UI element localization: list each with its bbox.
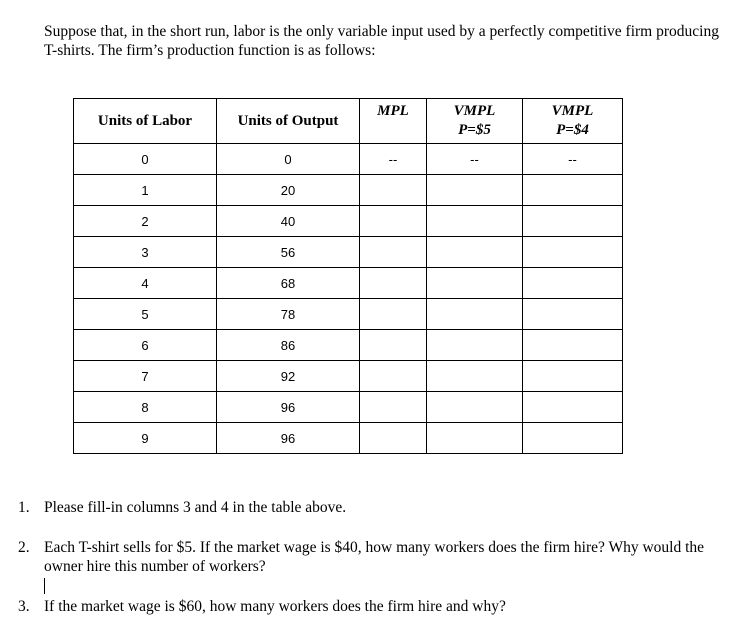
problem-intro: Suppose that, in the short run, labor is the only variable input used by a perfectly competitive firm producing T-shirts. The firm’s production function is as follows: xyxy=(44,23,719,59)
header-units-of-labor: Units of Labor xyxy=(74,99,217,144)
header-mpl: MPL xyxy=(360,99,427,144)
cell-labor: 8 xyxy=(74,392,217,423)
cell-labor: 7 xyxy=(74,361,217,392)
cell-vmpl-p5[interactable] xyxy=(427,206,523,237)
cell-labor: 9 xyxy=(74,423,217,454)
cell-vmpl-p4[interactable] xyxy=(523,392,623,423)
cell-output: 40 xyxy=(217,206,360,237)
cell-mpl[interactable] xyxy=(360,299,427,330)
cell-mpl[interactable] xyxy=(360,392,427,423)
cell-output: 96 xyxy=(217,423,360,454)
question-list xyxy=(18,498,728,616)
table-row xyxy=(74,299,623,330)
question-1-text: Please fill-in columns 3 and 4 in the table above. xyxy=(44,499,347,516)
cell-vmpl-p5[interactable] xyxy=(427,392,523,423)
question-2-number: 2. xyxy=(18,539,30,556)
cell-labor: 5 xyxy=(74,299,217,330)
header-vmpl-p4-line1: VMPL xyxy=(551,103,594,119)
cell-output: 68 xyxy=(217,268,360,299)
cell-mpl[interactable] xyxy=(360,423,427,454)
cell-vmpl-p4[interactable] xyxy=(523,423,623,454)
cell-vmpl-p4[interactable]: -- xyxy=(523,144,623,175)
cell-mpl[interactable] xyxy=(360,206,427,237)
cell-output: 96 xyxy=(217,392,360,423)
cell-output: 0 xyxy=(217,144,360,175)
header-vmpl-p5-line1: VMPL xyxy=(453,103,496,119)
cell-vmpl-p5[interactable] xyxy=(427,175,523,206)
cell-vmpl-p4[interactable] xyxy=(523,175,623,206)
header-units-of-output: Units of Output xyxy=(217,99,360,144)
cell-mpl[interactable] xyxy=(360,175,427,206)
cell-output: 20 xyxy=(217,175,360,206)
question-2 xyxy=(18,538,728,576)
header-vmpl-p4 xyxy=(523,99,623,144)
cell-mpl[interactable] xyxy=(360,237,427,268)
table-row xyxy=(74,361,623,392)
cell-labor: 4 xyxy=(74,268,217,299)
cell-output: 92 xyxy=(217,361,360,392)
cell-mpl[interactable] xyxy=(360,268,427,299)
cell-output: 56 xyxy=(217,237,360,268)
header-vmpl-p4-line2: P=$4 xyxy=(556,122,589,138)
cell-vmpl-p4[interactable] xyxy=(523,268,623,299)
cell-vmpl-p4[interactable] xyxy=(523,206,623,237)
question-3-text: If the market wage is $60, how many workers does the firm hire and why? xyxy=(44,598,506,615)
cell-labor: 6 xyxy=(74,330,217,361)
table-row xyxy=(74,175,623,206)
cell-vmpl-p4[interactable] xyxy=(523,361,623,392)
question-2-text: Each T-shirt sells for $5. If the market wage is $40, how many workers does the firm hire? Why would the owner hire this number of workers? xyxy=(44,539,705,575)
cell-vmpl-p5[interactable]: -- xyxy=(427,144,523,175)
cell-vmpl-p5[interactable] xyxy=(427,361,523,392)
question-1 xyxy=(18,498,728,517)
cell-output: 86 xyxy=(217,330,360,361)
cell-vmpl-p5[interactable] xyxy=(427,237,523,268)
cell-output: 78 xyxy=(217,299,360,330)
cell-vmpl-p5[interactable] xyxy=(427,299,523,330)
table-header-row xyxy=(74,99,623,144)
cell-vmpl-p4[interactable] xyxy=(523,299,623,330)
cell-labor: 1 xyxy=(74,175,217,206)
header-vmpl-p5 xyxy=(427,99,523,144)
cell-vmpl-p4[interactable] xyxy=(523,330,623,361)
cell-vmpl-p5[interactable] xyxy=(427,330,523,361)
cell-vmpl-p5[interactable] xyxy=(427,268,523,299)
table-row xyxy=(74,206,623,237)
cell-labor: 3 xyxy=(74,237,217,268)
table-body xyxy=(74,144,623,454)
cell-vmpl-p5[interactable] xyxy=(427,423,523,454)
question-1-number: 1. xyxy=(18,499,30,516)
text-cursor[interactable] xyxy=(44,578,45,594)
cell-labor: 2 xyxy=(74,206,217,237)
table-row xyxy=(74,392,623,423)
cell-mpl[interactable] xyxy=(360,330,427,361)
production-table xyxy=(73,98,623,454)
table-row xyxy=(74,330,623,361)
table-row xyxy=(74,237,623,268)
question-3-number: 3. xyxy=(18,598,30,615)
table-row xyxy=(74,423,623,454)
cell-vmpl-p4[interactable] xyxy=(523,237,623,268)
question-3 xyxy=(18,597,728,616)
table-row xyxy=(74,268,623,299)
header-vmpl-p5-line2: P=$5 xyxy=(458,122,491,138)
table-row xyxy=(74,144,623,175)
cell-labor: 0 xyxy=(74,144,217,175)
cell-mpl[interactable] xyxy=(360,361,427,392)
cell-mpl[interactable]: -- xyxy=(360,144,427,175)
